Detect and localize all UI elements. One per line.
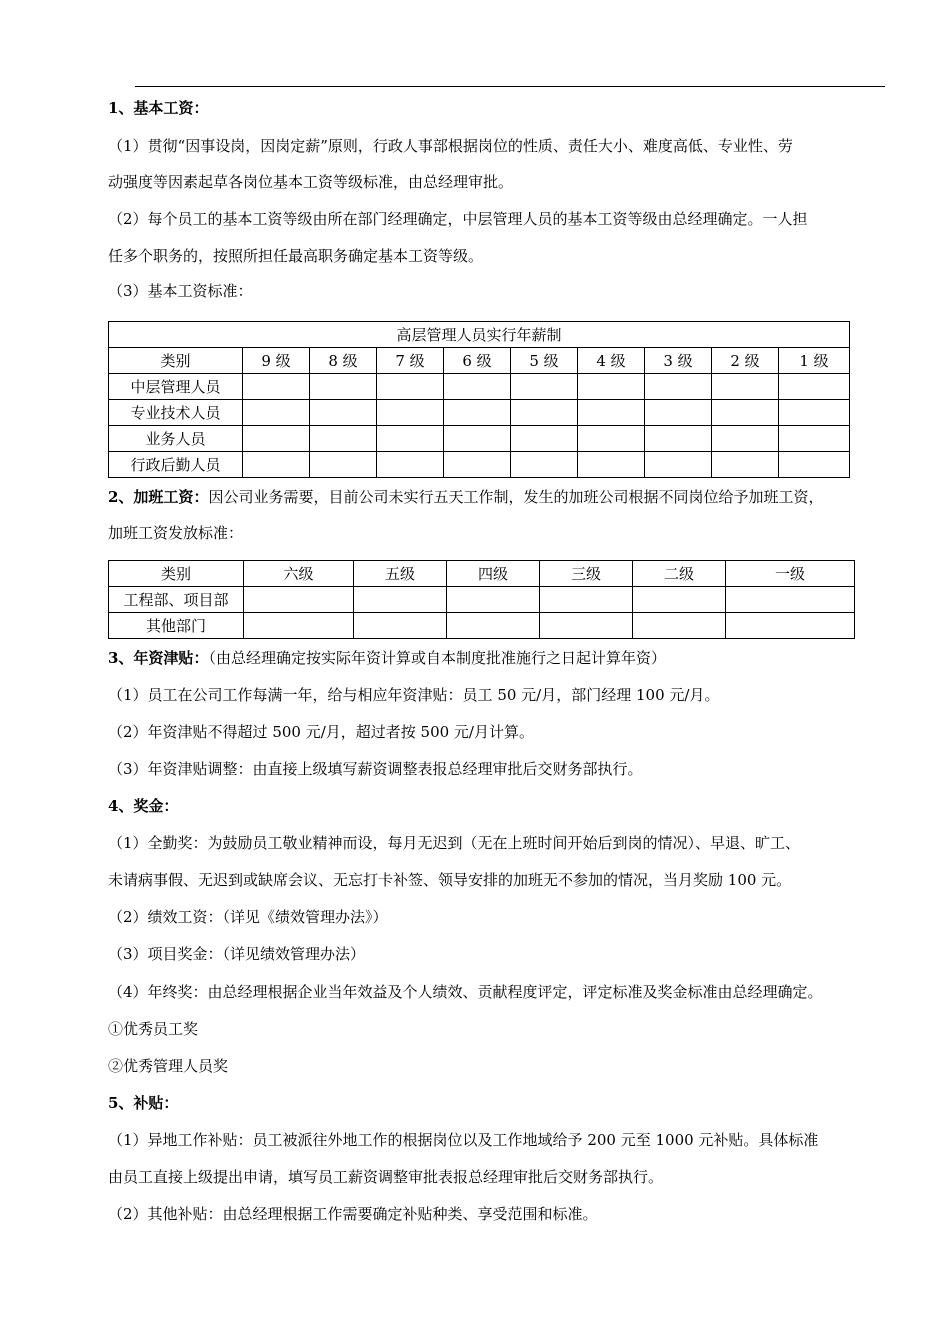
table2-header-row [109,561,855,587]
section2-text: 因公司业务需要，目前公司未实行五天工作制，发生的加班公司根据不同岗位给予加班工资， [208,488,824,506]
section4-p3: （3）项目奖金：（详见绩效管理办法） [108,945,366,963]
section4-p2: （2）绩效工资：（详见《绩效管理办法》） [108,908,388,926]
table-row [109,426,850,452]
section4-heading: 4、奖金： [108,797,179,815]
table1-row-label: 行政后勤人员 [109,452,243,478]
section2-line2: 加班工资发放标准： [108,524,244,542]
table-row [109,400,850,426]
section5-p1-line1: （1）异地工作补贴：员工被派往外地工作的根据岗位以及工作地域给予 200 元至 1000 元补贴。具体标准 [108,1131,819,1149]
section4-item1: ①优秀员工奖 [108,1020,199,1038]
basic-salary-table [108,321,850,478]
table2-header: 二级 [633,561,726,587]
section4-p4: （4）年终奖：由总经理根据企业当年效益及个人绩效、贡献程度评定，评定标准及奖金标准由总经理确定。 [108,983,823,1001]
table1-row-label: 中层管理人员 [109,374,243,400]
section4-item2: ②优秀管理人员奖 [108,1057,229,1075]
table1-header: 3 级 [645,348,712,374]
section4-p1-line2: 未请病事假、无迟到或缺席会议、无忘打卡补签、领导安排的加班无不参加的情况，当月奖励 100 元。 [108,871,792,889]
table2-header: 五级 [354,561,447,587]
overtime-table [108,560,855,639]
section5-heading: 5、补贴： [108,1094,179,1112]
section2-line1 [108,488,888,506]
table2-header: 四级 [447,561,540,587]
section3-p1: （1）员工在公司工作每满一年，给与相应年资津贴：员工 50 元/月，部门经理 100 元/月。 [108,686,720,704]
table1-header: 9 级 [243,348,310,374]
table1-header: 4 级 [578,348,645,374]
table-row [109,587,855,613]
table1-header: 1 级 [779,348,850,374]
table1-header: 7 级 [377,348,444,374]
table2-row-label: 工程部、项目部 [109,587,244,613]
table1-header-row [109,348,850,374]
section5-p1-line2: 由员工直接上级提出申请，填写员工薪资调整审批表报总经理审批后交财务部执行。 [108,1168,664,1186]
section1-p2-line1: （2）每个员工的基本工资等级由所在部门经理确定，中层管理人员的基本工资等级由总经理确定。一人担 [108,210,808,228]
table-row [109,374,850,400]
section3-line [108,649,888,667]
section5-p2: （2）其他补贴：由总经理根据工作需要确定补贴种类、享受范围和标准。 [108,1205,598,1223]
section2-heading: 2、加班工资： [108,488,209,506]
section3-note: （由总经理确定按实际年资计算或自本制度批准施行之日起计算年资） [208,649,666,667]
section3-p2: （2）年资津贴不得超过 500 元/月，超过者按 500 元/月计算。 [108,723,534,741]
table1-header: 5 级 [511,348,578,374]
table2-header: 类别 [109,561,244,587]
table2-header: 六级 [244,561,354,587]
header-rule [135,86,885,87]
table-row [109,613,855,639]
section1-p1-line1: （1）贯彻“因事设岗，因岗定薪”原则，行政人事部根据岗位的性质、责任大小、难度高低、专业性、劳 [108,137,793,155]
table1-header: 2 级 [712,348,779,374]
table1-row-label: 专业技术人员 [109,400,243,426]
table1-header: 6 级 [444,348,511,374]
section1-p3: （3）基本工资标准： [108,282,253,300]
section3-heading: 3、年资津贴： [108,649,209,667]
table2-header: 三级 [540,561,633,587]
table1-row-label: 业务人员 [109,426,243,452]
section1-p1-line2: 动强度等因素起草各岗位基本工资等级标准，由总经理审批。 [108,173,514,191]
section1-heading: 1、基本工资： [108,99,209,117]
table1-title: 高层管理人员实行年薪制 [109,322,850,348]
table1-header: 8 级 [310,348,377,374]
section4-p1-line1: （1）全勤奖：为鼓励员工敬业精神而设，每月无迟到（无在上班时间开始后到岗的情况）、早退、旷工、 [108,834,801,852]
section3-p3: （3）年资津贴调整：由直接上级填写薪资调整表报总经理审批后交财务部执行。 [108,760,643,778]
table2-row-label: 其他部门 [109,613,244,639]
section1-p2-line2: 任多个职务的，按照所担任最高职务确定基本工资等级。 [108,247,484,265]
table1-header: 类别 [109,348,243,374]
table-row [109,452,850,478]
table2-header: 一级 [726,561,855,587]
